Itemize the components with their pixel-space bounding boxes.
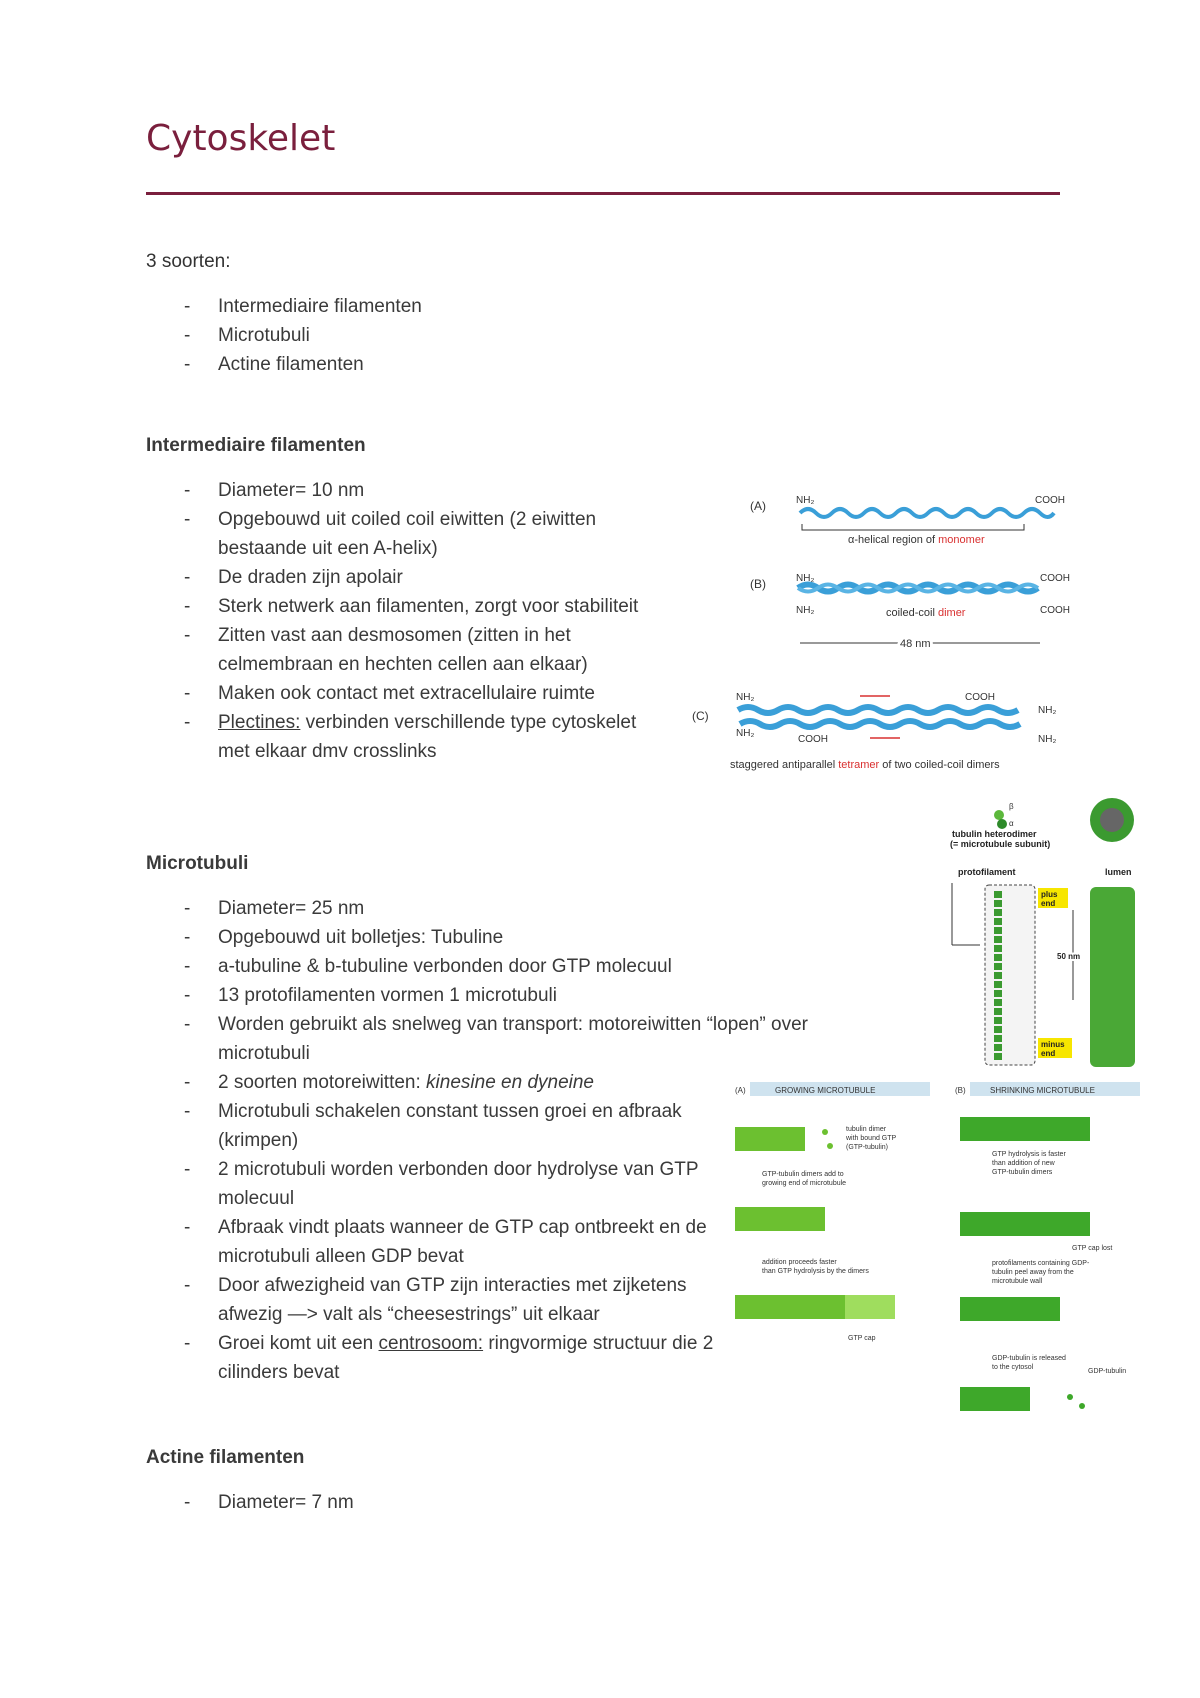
alpha-tubulin-shape	[997, 819, 1007, 829]
microtubule-cutaway-shape	[985, 885, 1035, 1065]
microtubule-shrinking-shape	[960, 1297, 1060, 1321]
list-item: - Afbraak vindt plaats wanneer de GTP cap ontbreekt en de microtubuli alleen GDP bevat	[146, 1213, 726, 1271]
add-label-1: GTP-tubulin dimers add to	[762, 1171, 844, 1178]
microtubule-growing-shape	[735, 1207, 825, 1231]
plectines-text: verbinden verschillende type cytoskelet met elkaar dmv crosslinks	[218, 712, 637, 762]
shrinking-title: SHRINKING MICROTUBULE	[990, 1086, 1095, 1095]
list-item: - Intermediaire filamenten	[146, 292, 422, 321]
cooh-label: COOH	[798, 734, 828, 745]
list-item: - Microtubuli	[146, 321, 422, 350]
tetramer-caption: staggered antiparallel tetramer of two coiled-coil dimers	[730, 759, 1000, 771]
list-item: - Opgebouwd uit coiled coil eiwitten (2 eiwitten bestaande uit een A-helix)	[146, 505, 666, 563]
cooh-label: COOH	[1035, 495, 1065, 506]
actine-list	[146, 1488, 354, 1517]
microtubule-shrinking-shape	[960, 1212, 1090, 1236]
growing-title: GROWING MICROTUBULE	[775, 1086, 876, 1095]
title-rule	[146, 192, 1060, 195]
peel-label-2: tubulin peel away from the	[992, 1269, 1074, 1276]
list-item	[146, 1068, 726, 1097]
microtubule-shrinking-shape	[960, 1117, 1090, 1141]
list-item: - Maken ook contact met extracellulaire ruimte	[146, 679, 666, 708]
tetramer-strand-shape	[740, 721, 1020, 727]
section-heading-actine: Actine filamenten	[146, 1447, 305, 1468]
nh2-label: NH₂	[736, 692, 755, 703]
dimer-caption: coiled-coil dimer	[886, 607, 966, 619]
intermediaire-list	[146, 476, 666, 766]
microtubuli-list-1	[146, 894, 866, 1068]
gdp-tubulin-shape	[1067, 1394, 1073, 1400]
peel-label-1: protofilaments containing GDP-	[992, 1260, 1090, 1267]
tubulin-dimer-shape	[822, 1129, 828, 1135]
figure-label-b: (B)	[750, 577, 766, 591]
microtubule-shape	[1090, 887, 1135, 1067]
section-heading-intermediaire: Intermediaire filamenten	[146, 435, 366, 456]
faster-label-1: addition proceeds faster	[762, 1259, 837, 1266]
list-item: - De draden zijn apolair	[146, 563, 666, 592]
length-label: 48 nm	[900, 638, 931, 650]
list-item: - Worden gebruikt als snelweg van transport: motoreiwitten “lopen” over microtubuli	[146, 1010, 866, 1068]
monomer-helix-shape	[800, 509, 1054, 517]
figure-label-a: (A)	[750, 499, 766, 513]
list-item: - 2 microtubuli worden verbonden door hydrolyse van GTP molecuul	[146, 1155, 726, 1213]
plectines-term: Plectines:	[218, 712, 301, 733]
list-item: - Sterk netwerk aan filamenten, zorgt voor stabiliteit	[146, 592, 666, 621]
plus-end-label-2: end	[1041, 899, 1056, 908]
motor-names: kinesine en dyneine	[426, 1072, 595, 1093]
minus-end-label: minus	[1041, 1040, 1065, 1049]
list-item: - Microtubuli schakelen constant tussen groei en afbraak (krimpen)	[146, 1097, 726, 1155]
cooh-label: COOH	[1040, 605, 1070, 616]
hydrolysis-label-3: GTP-tubulin dimers	[992, 1169, 1053, 1176]
growing-tag: (A)	[735, 1086, 746, 1095]
tetramer-strand-shape	[738, 707, 1018, 713]
microtubule-growing-shape	[735, 1127, 805, 1151]
length-label: 50 nm	[1057, 952, 1081, 961]
list-item: - Opgebouwd uit bolletjes: Tubuline	[146, 923, 866, 952]
dynamic-instability-figure	[730, 1082, 1140, 1422]
released-label-1: GDP-tubulin is released	[992, 1355, 1066, 1362]
shrinking-tag: (B)	[955, 1086, 966, 1095]
nh2-label: NH₂	[1038, 734, 1057, 745]
beta-label: β	[1009, 802, 1014, 811]
heterodimer-label: tubulin heterodimer	[952, 829, 1037, 839]
intermediate-filament-figure	[680, 488, 1080, 773]
list-item	[146, 708, 666, 766]
list-item: - Diameter= 25 nm	[146, 894, 866, 923]
minus-end-label-2: end	[1041, 1049, 1056, 1058]
released-label-2: to the cytosol	[992, 1364, 1034, 1371]
plus-end-label: plus	[1041, 890, 1058, 899]
microtubule-shrinking-shape	[960, 1387, 1030, 1411]
cooh-label: COOH	[1040, 573, 1070, 584]
cooh-label: COOH	[965, 692, 995, 703]
nh2-label: NH₂	[796, 573, 815, 584]
alpha-label: α	[1009, 819, 1014, 828]
list-item: - Diameter= 10 nm	[146, 476, 666, 505]
microtubule-structure-figure	[940, 795, 1140, 1080]
faster-label-2: than GTP hydrolysis by the dimers	[762, 1268, 869, 1275]
nh2-label: NH₂	[736, 728, 755, 739]
gtp-cap-label: GTP cap	[848, 1335, 876, 1342]
groei-prefix: Groei komt uit een	[218, 1333, 379, 1354]
nh2-label: NH₂	[796, 495, 815, 506]
list-item: - Actine filamenten	[146, 350, 422, 379]
heterodimer-sublabel: (= microtubule subunit)	[950, 839, 1051, 849]
monomer-caption: α-helical region of monomer	[848, 534, 985, 546]
dimer-label-2: with bound GTP	[846, 1135, 897, 1142]
groei-text: ringvormige structuur die 2 cilinders bevat	[218, 1333, 714, 1383]
page-title: Cytoskelet	[146, 118, 336, 159]
list-item: - Diameter= 7 nm	[146, 1488, 354, 1517]
list-item: - Zitten vast aan desmosomen (zitten in het celmembraan en hechten cellen aan elkaar)	[146, 621, 666, 679]
intro-label: 3 soorten:	[146, 251, 231, 272]
list-item	[146, 1329, 726, 1387]
hydrolysis-label-2: than addition of new	[992, 1160, 1055, 1167]
microtubuli-list-2	[146, 1068, 726, 1387]
intro-list	[146, 292, 422, 379]
gtp-cap-shape	[845, 1295, 895, 1319]
dimer-label-3: (GTP-tubulin)	[846, 1144, 889, 1151]
add-label-2: growing end of microtubule	[762, 1180, 847, 1187]
motor-prefix: 2 soorten motoreiwitten:	[218, 1072, 427, 1093]
gdp-tubulin-label: GDP-tubulin	[1088, 1368, 1127, 1375]
bracket-shape	[802, 524, 1024, 530]
dimer-label-1: tubulin dimer	[846, 1126, 887, 1133]
nh2-label: NH₂	[796, 605, 815, 616]
figure-label-c: (C)	[692, 709, 709, 723]
cap-lost-label: GTP cap lost	[1072, 1245, 1113, 1252]
peel-label-3: microtubule wall	[992, 1278, 1043, 1285]
centrosoom-term: centrosoom:	[378, 1333, 484, 1354]
tubulin-dimer-shape	[827, 1143, 833, 1149]
list-item: - a-tubuline & b-tubuline verbonden door GTP molecuul	[146, 952, 866, 981]
hydrolysis-label-1: GTP hydrolysis is faster	[992, 1151, 1066, 1158]
list-item: - Door afwezigheid van GTP zijn interacties met zijketens afwezig —> valt als “cheesestrings” uit elkaar	[146, 1271, 726, 1329]
lumen-label: lumen	[1105, 867, 1132, 877]
list-item: - 13 protofilamenten vormen 1 microtubuli	[146, 981, 866, 1010]
beta-tubulin-shape	[994, 810, 1004, 820]
lumen-shape	[1100, 808, 1124, 832]
nh2-label: NH₂	[1038, 705, 1057, 716]
gdp-tubulin-shape	[1079, 1403, 1085, 1409]
section-heading-microtubuli: Microtubuli	[146, 853, 249, 874]
protofilament-label: protofilament	[958, 867, 1016, 877]
